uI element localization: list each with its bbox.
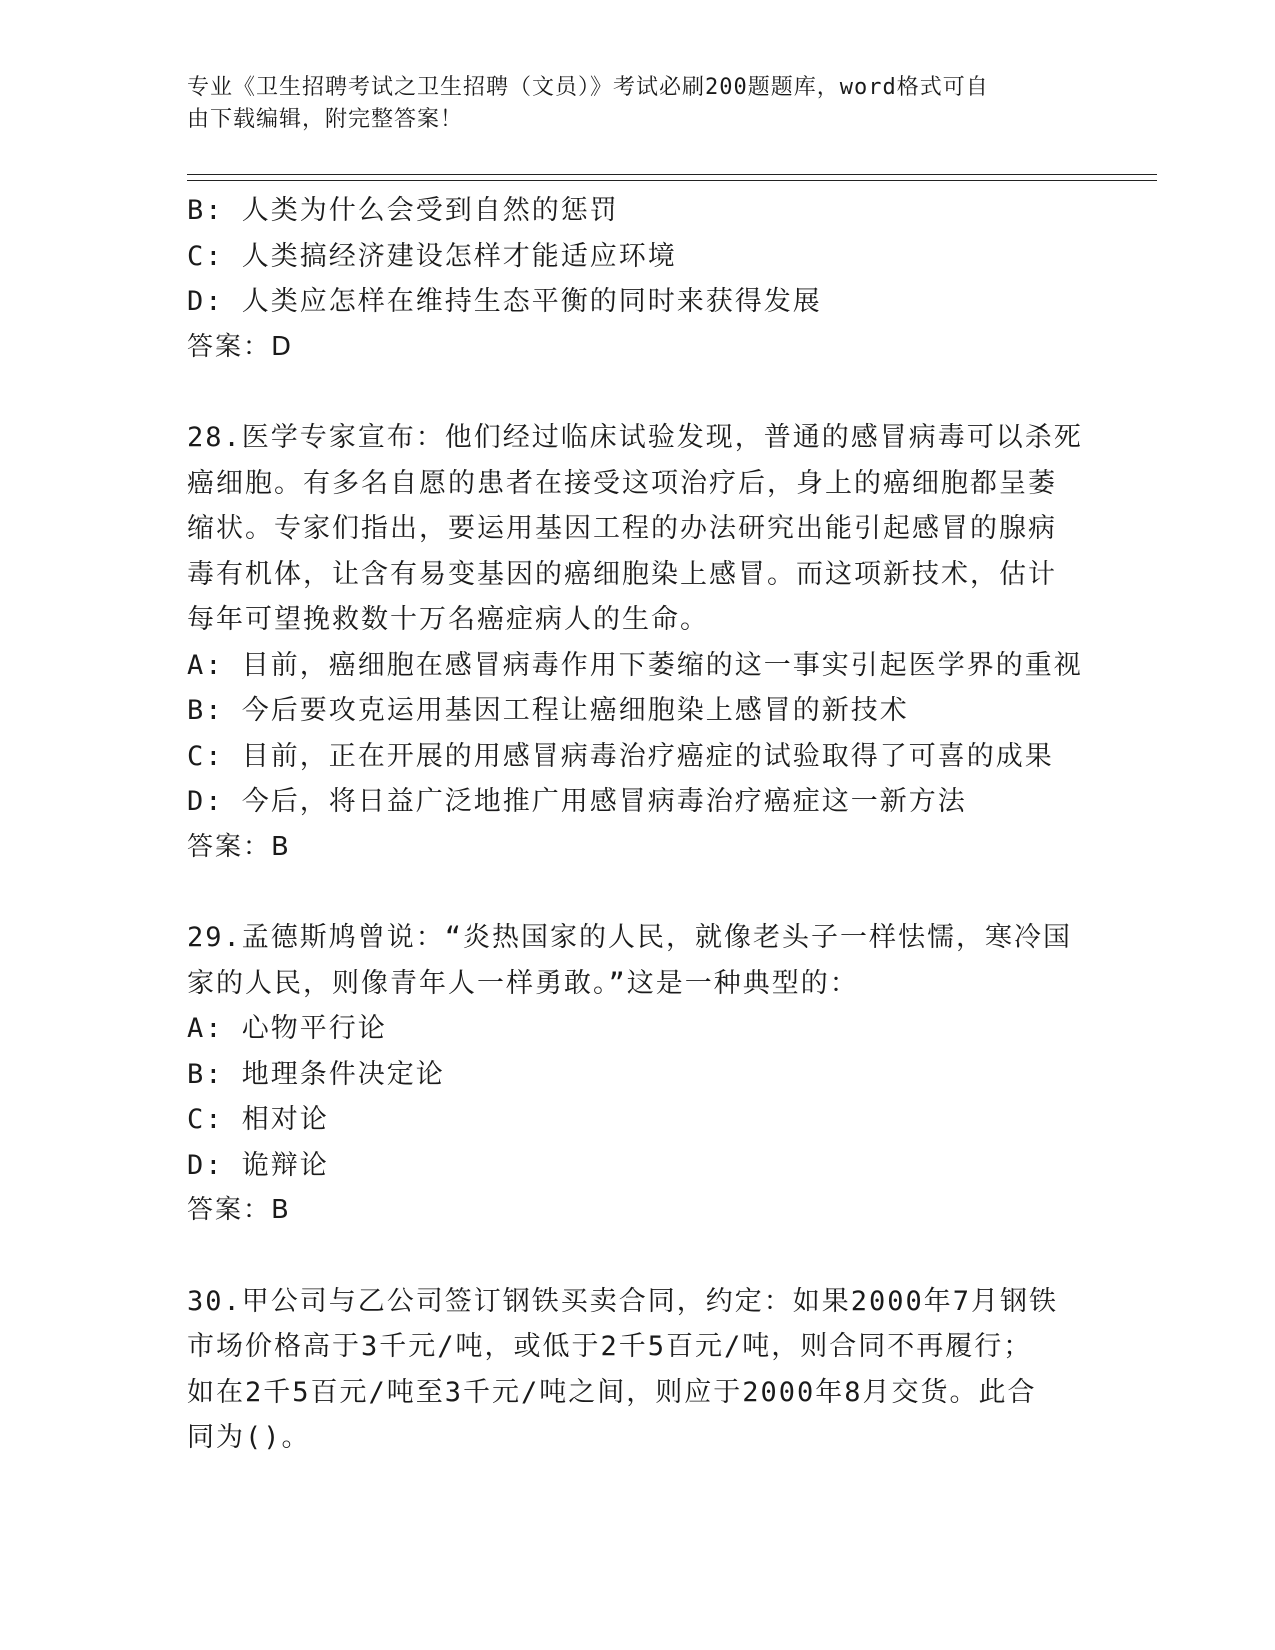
option-c: C: 相对论: [187, 1104, 329, 1135]
question-stem-line: 缩状。专家们指出，要运用基因工程的办法研究出能引起感冒的腺病: [187, 513, 1057, 544]
header-divider-top: [187, 174, 1157, 175]
option-c: C: 目前，正在开展的用感冒病毒治疗癌症的试验取得了可喜的成果: [187, 740, 1054, 772]
header-line-1: 专业《卫生招聘考试之卫生招聘（文员）》考试必刷200题题库，word格式可自: [187, 75, 989, 100]
question-stem-line: 癌细胞。有多名自愿的患者在接受这项治疗后，身上的癌细胞都呈萎: [187, 467, 1057, 499]
header-divider-bottom: [187, 180, 1157, 181]
option-a: A: 目前，癌细胞在感冒病毒作用下萎缩的这一事实引起医学界的重视: [187, 649, 1083, 681]
question-stem-line: 28.医学专家宣布：他们经过临床试验发现，普通的感冒病毒可以杀死: [187, 422, 1083, 453]
option-d: D: 人类应怎样在维持生态平衡的同时来获得发展: [187, 286, 822, 317]
header-line-2: 由下载编辑，附完整答案！: [187, 107, 464, 132]
question-stem-line: 毒有机体，让含有易变基因的癌细胞染上感冒。而这项新技术，估计: [187, 558, 1057, 590]
question-stem-line: 市场价格高于3千元/吨，或低于2千5百元/吨，则合同不再履行；: [187, 1331, 1033, 1362]
question-block-30: [187, 1279, 1087, 1461]
option-d: D: 诡辩论: [187, 1149, 329, 1181]
document-header: [187, 72, 1067, 136]
option-a: A: 心物平行论: [187, 1013, 387, 1044]
question-stem-line: 每年可望挽救数十万名癌症病人的生命。: [187, 604, 709, 635]
question-block-29: [187, 915, 1087, 1234]
option-c: C: 人类搞经济建设怎样才能适应环境: [187, 240, 677, 272]
answer-line: 答案：B: [187, 831, 291, 862]
question-stem-line: 同为()。: [187, 1422, 311, 1453]
question-block-28: [187, 415, 1087, 870]
answer-line: 答案：D: [187, 331, 294, 362]
question-stem-line: 29.孟德斯鸠曾说：“炎热国家的人民，就像老头子一样怯懦，寒冷国: [187, 922, 1073, 953]
option-d: D: 今后，将日益广泛地推广用感冒病毒治疗癌症这一新方法: [187, 786, 967, 817]
question-content: [187, 188, 1087, 1461]
option-b: B: 地理条件决定论: [187, 1058, 445, 1090]
question-block-27: [187, 188, 1087, 370]
question-stem-line: 如在2千5百元/吨至3千元/吨之间，则应于2000年8月交货。此合: [187, 1376, 1037, 1408]
question-stem-line: 30.甲公司与乙公司签订钢铁买卖合同，约定：如果2000年7月钢铁: [187, 1285, 1059, 1317]
answer-line: 答案：B: [187, 1195, 291, 1225]
option-b: B: 人类为什么会受到自然的惩罚: [187, 195, 619, 226]
option-b: B: 今后要攻克运用基因工程让癌细胞染上感冒的新技术: [187, 695, 909, 726]
question-stem-line: 家的人民，则像青年人一样勇敢。”这是一种典型的：: [187, 967, 859, 999]
